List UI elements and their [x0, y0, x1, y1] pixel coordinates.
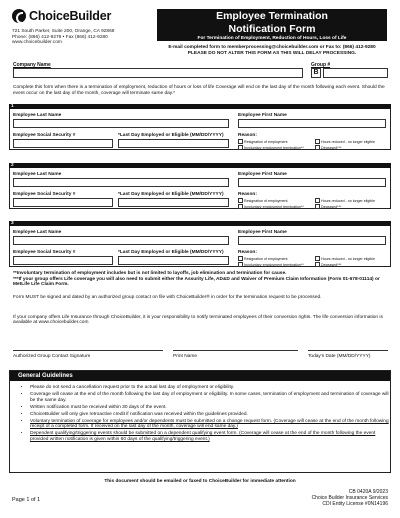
checkbox[interactable]	[315, 262, 320, 267]
guideline-item: • Coverage will cease at the end of the month following the last day of employment or eligibility. In some cases, termination of employment and termination of coverage will be the same day.	[30, 392, 390, 403]
footer-attention: This document should be emailed or faxed to ChoiceBuilder for immediate attention	[104, 479, 296, 484]
ssn-label: Employee Social Security #	[13, 250, 76, 255]
address-line2: Phone: (866) 412-9279 • Fax (866) 412-9280	[12, 34, 108, 40]
last-day-label: *Last Day Employed or Eligible (MM/DD/YYYY)	[118, 133, 224, 138]
date-line[interactable]	[308, 350, 388, 351]
signature-line[interactable]	[13, 350, 163, 351]
reason-involuntary[interactable]	[238, 145, 304, 150]
date-label: Today's Date (MM/DD/YYYY)	[308, 354, 371, 359]
involuntary-note: **Involuntary termination of employment includes but is not limited to layoffs, job elimination and termination for cause.	[13, 271, 287, 276]
group-number-label: Group #	[311, 62, 331, 68]
ssn-field[interactable]	[13, 256, 113, 265]
checkbox[interactable]	[315, 198, 320, 203]
form-instructions: Complete this form when there is a termination of employment, reduction of hours or loss of life Coverage will end on the last day of the month following each event. Should the event occur on the last day of the month, coverage will terminate same day.*	[13, 85, 385, 96]
reason-involuntary[interactable]	[238, 204, 304, 209]
first-name-field[interactable]	[238, 236, 386, 245]
last-name-label: Employee Last Name	[13, 113, 62, 118]
group-number-field[interactable]: B	[311, 68, 321, 78]
reason-hours-reduced[interactable]	[315, 198, 375, 203]
company-name-field[interactable]	[13, 68, 303, 78]
option-label: Deceased***	[321, 262, 342, 267]
option-label: Deceased***	[321, 145, 342, 150]
section-number: 2	[9, 163, 391, 168]
guidelines-heading: General Guidelines	[10, 371, 390, 381]
section-number: 3	[9, 221, 391, 226]
website-link[interactable]: www.choicebuilder.com	[12, 40, 62, 46]
license-number: CDI Entity License #0N14196	[322, 501, 388, 507]
option-label: Involuntary employment termination**	[244, 262, 304, 267]
guideline-item: • Written notification must be received within 30 days of the event.	[30, 405, 390, 411]
checkbox[interactable]	[315, 145, 320, 150]
checkbox[interactable]	[315, 204, 320, 209]
last-name-label: Employee Last Name	[13, 172, 62, 177]
last-day-label: *Last Day Employed or Eligible (MM/DD/YYYY)	[118, 192, 224, 197]
reason-deceased[interactable]	[315, 204, 341, 209]
reason-label: Reason:	[238, 192, 257, 197]
submission-instructions	[157, 45, 387, 56]
guideline-item: • ChoiceBuilder will only give retroactive credit if notification was received within the guidelines provided.	[30, 412, 390, 418]
section-number: 1	[9, 104, 391, 109]
reason-label: Reason:	[238, 133, 257, 138]
guideline-item: • Voluntary termination of coverage for employees and/or dependents must be submitted on a change request form. (Coverage will cease at the end of the month following receipt of a completed form. If received on the last day of the month, coverage will end same day.)	[30, 419, 390, 430]
reason-resignation[interactable]	[238, 256, 288, 261]
footer-company: Choice Builder Insurance Services	[311, 495, 388, 501]
option-label: Resignation of employment	[244, 256, 288, 261]
employee-section-2	[9, 163, 391, 209]
form-subtitle: For Termination of Employment, Reduction of Hours, Loss of Life	[197, 36, 347, 41]
ssn-label: Employee Social Security #	[13, 192, 76, 197]
company-name-label: Company Name	[13, 62, 51, 68]
option-label: Involuntary employment termination**	[244, 204, 304, 209]
checkbox[interactable]	[238, 262, 243, 267]
general-guidelines	[9, 370, 391, 473]
first-name-label: Employee First Name	[238, 172, 287, 177]
reason-deceased[interactable]	[315, 145, 341, 150]
guideline-item: • Please do not send a cancellation request prior to the actual last day of employment or eligibility.	[30, 385, 390, 391]
checkbox[interactable]	[315, 256, 320, 261]
print-name-label: Print Name	[173, 354, 197, 359]
checkbox[interactable]	[315, 139, 320, 144]
checkbox[interactable]	[238, 204, 243, 209]
page-number: Page 1 of 1	[12, 497, 41, 503]
guidelines-list	[30, 385, 390, 442]
employee-section-1	[9, 104, 391, 150]
last-name-label: Employee Last Name	[13, 230, 62, 235]
last-name-field[interactable]	[13, 178, 229, 187]
checkbox[interactable]	[238, 139, 243, 144]
print-name-line[interactable]	[173, 350, 298, 351]
option-label: Hours reduced - no longer eligible	[321, 256, 375, 261]
first-name-label: Employee First Name	[238, 230, 287, 235]
last-day-field[interactable]	[118, 139, 229, 148]
reason-deceased[interactable]	[315, 262, 341, 267]
option-label: Involuntary employment termination**	[244, 145, 304, 150]
reason-resignation[interactable]	[238, 139, 288, 144]
reason-resignation[interactable]	[238, 198, 288, 203]
signature-requirement-note: Form MUST be signed and dated by an authorized group contact on file with ChoiceBuilder® in order for the termination request to be processed.	[13, 295, 322, 300]
reason-label: Reason:	[238, 250, 257, 255]
brand-name: ChoiceBuilder	[29, 9, 112, 23]
form-title-box	[157, 9, 387, 41]
reason-hours-reduced[interactable]	[315, 139, 375, 144]
reason-involuntary[interactable]	[238, 262, 304, 267]
address-line1: 721 South Parker, Suite 200, Orange, CA 92868	[12, 29, 115, 34]
checkbox[interactable]	[238, 198, 243, 203]
title-line2: Notification Form	[228, 23, 316, 35]
brand-logo	[12, 9, 111, 23]
last-name-field[interactable]	[13, 236, 229, 245]
option-label: Hours reduced - no longer eligible	[321, 139, 375, 144]
first-name-label: Employee First Name	[238, 113, 287, 118]
title-line1: Employee Termination	[216, 10, 328, 22]
ssn-label: Employee Social Security #	[13, 133, 76, 138]
ssn-field[interactable]	[13, 139, 113, 148]
company-address	[12, 29, 114, 46]
last-day-label: *Last Day Employed or Eligible (MM/DD/YYYY)	[118, 250, 224, 255]
option-label: Resignation of employment	[244, 198, 288, 203]
signature-label: Authorized Group Contact Signature	[13, 354, 91, 359]
guideline-item: • Dependent qualifying/triggering events should be submitted on a dependent qualifying event form. (Coverage will cease at the end of the month following the event provided written notification is given within 60 days of the qualifying/triggering event.)	[30, 431, 390, 442]
reason-hours-reduced[interactable]	[315, 256, 375, 261]
option-label: Resignation of employment	[244, 139, 288, 144]
first-name-field[interactable]	[238, 178, 386, 187]
form-code: CB 0420A 9/2023	[348, 489, 388, 495]
option-label: Hours reduced - no longer eligible	[321, 198, 375, 203]
first-name-field[interactable]	[238, 119, 386, 128]
option-label: Deceased***	[321, 204, 342, 209]
group-number-extra-field[interactable]	[323, 68, 388, 78]
warning-line: PLEASE DO NOT ALTER THIS FORM AS THIS WILL DELAY PROCESSING.	[187, 50, 357, 56]
checkbox[interactable]	[238, 145, 243, 150]
checkbox[interactable]	[238, 256, 243, 261]
deceased-note: ***If your group offers Life coverage you will also need to submit either the Assurity Life, AD&D and Waiver of Premium Claim Information (Form 01-678-01114) or MetLife Life Claim Form.	[13, 277, 380, 288]
last-day-field[interactable]	[118, 198, 229, 207]
ssn-field[interactable]	[13, 198, 113, 207]
employee-section-3	[9, 221, 391, 267]
choicebuilder-logo-icon	[12, 9, 26, 23]
last-day-field[interactable]	[118, 256, 229, 265]
email-line: E-mail completed form to memberprocessing@choicebuilder.com or Fax to: (866) 412-9280	[168, 45, 376, 50]
last-name-field[interactable]	[13, 119, 229, 128]
footer-info	[312, 489, 388, 507]
life-insurance-note: If your company offers Life Insurance through ChoiceBuilder, it is your responsibility to notify terminated employees of their conversion rights. The life conversion information is available at www.choicebuilder.com	[13, 315, 383, 326]
